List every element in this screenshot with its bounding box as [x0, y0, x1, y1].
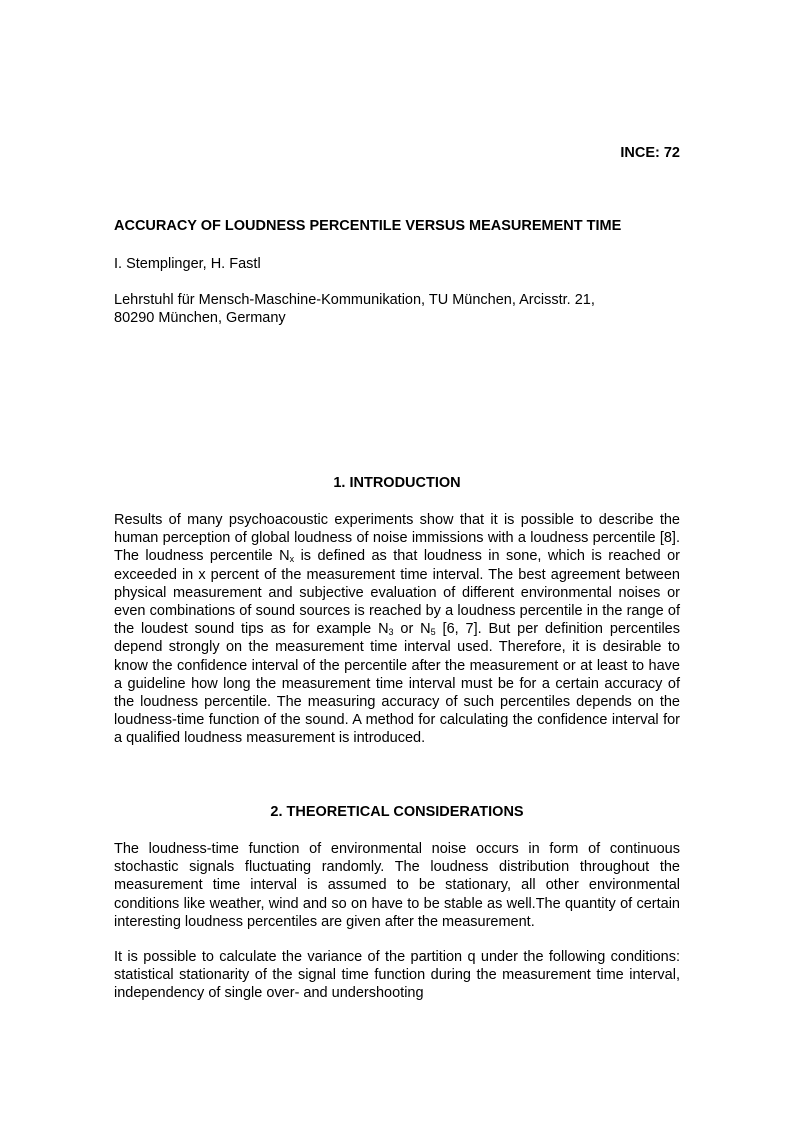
section-heading-theory: 2. THEORETICAL CONSIDERATIONS	[270, 804, 524, 820]
paper-page	[114, 0, 680, 1122]
affiliation-line-2: 80290 München, Germany	[114, 310, 286, 326]
subscript-x: x	[289, 554, 295, 565]
section-heading-introduction: 1. INTRODUCTION	[333, 475, 461, 491]
intro-text-part-1: Results of many psychoacoustic experiments show that it is possible to describe the human perception of global loudness of noise immissions with a loudness percentile [8]. The loudness percentile N	[114, 512, 680, 565]
theory-paragraph-2: It is possible to calculate the variance of the partition q under the following conditions: statistical stationarity of the signal time function during the measurement time interval, independency of single over- and undershooting	[114, 949, 680, 1002]
theory-paragraph-1: The loudness-time function of environmental noise occurs in form of continuous stochastic signals fluctuating randomly. The loudness distribution throughout the measurement time interval is assumed to be stationary, all other environmental conditions like weather, wind and so on have to be stable as well.The quantity of certain interesting loudness percentiles are given after the measurement.	[114, 841, 680, 930]
intro-text-part-4: [6, 7]. But per definition percentiles depend strongly on the measurement time interval used. Therefore, it is desirable to know the confidence interval of the percentile after the measurement or at least to have a guideline how long the measurement time interval must be for a certain accuracy of the loudness percentile. The measuring accuracy of such percentiles depends on the loudness-time function of the sound. A method for calculating the confidence interval for a qualified loudness measurement is introduced.	[114, 621, 680, 747]
author-affiliation	[114, 291, 680, 327]
conference-id: INCE: 72	[620, 145, 680, 161]
paper-authors: I. Stemplinger, H. Fastl	[114, 256, 261, 272]
intro-text-part-3: or N	[393, 621, 431, 638]
subscript-5: 5	[430, 627, 436, 638]
intro-text-part-2: is defined as that loudness in sone, which is reached or exceeded in x percent of the measurement time interval. The best agreement between physical measurement and subjective evaluation of different environmental noises or even combinations of sound sources is reached by a loudness percentile in the range of the loudest sound tips as for example N	[114, 548, 680, 638]
introduction-paragraph	[114, 511, 680, 748]
affiliation-line-1: Lehrstuhl für Mensch-Maschine-Kommunikation, TU München, Arcisstr. 21,	[114, 292, 595, 308]
subscript-3: 3	[388, 627, 394, 638]
paper-title: ACCURACY OF LOUDNESS PERCENTILE VERSUS MEASUREMENT TIME	[114, 218, 622, 234]
